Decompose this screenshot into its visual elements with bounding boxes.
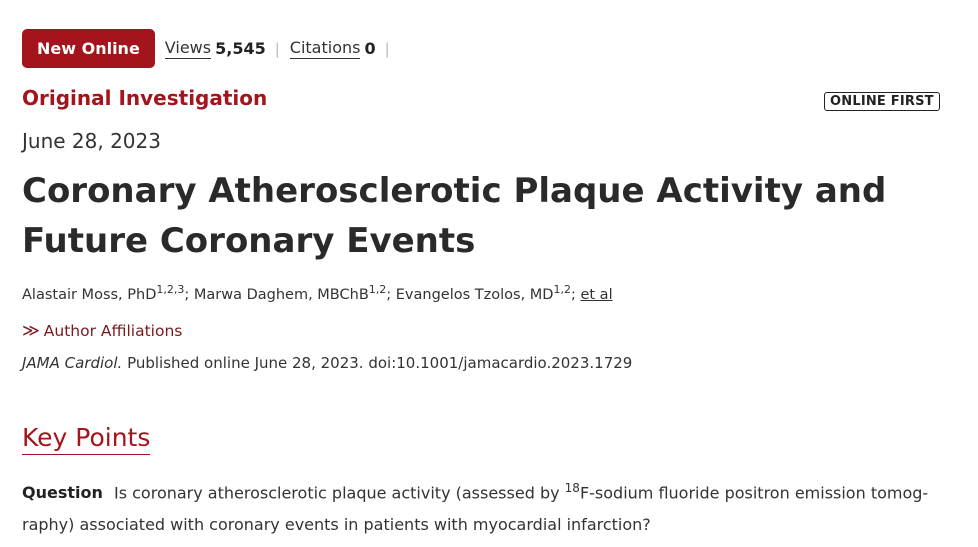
author-name[interactable]: Evangelos Tzolos, MD [395,286,554,303]
online-first-badge: ONLINE FIRST [824,92,940,111]
article-metrics-bar [22,29,390,68]
citation-details: Published online June 28, 2023. doi:10.1001/jamacardio.2023.1729 [122,354,633,372]
views-metric[interactable] [165,38,266,59]
key-points-heading: Key Points [22,423,150,455]
author-name[interactable]: Alastair Moss, PhD [22,286,157,303]
author-affiliations-label[interactable]: Author Affiliations [43,322,183,340]
article-type: Original Investigation [22,86,268,110]
metrics-separator: | [384,39,390,58]
question-text-before: Is coronary atherosclerotic plaque activity (assessed by [113,483,565,503]
question-superscript: 18 [564,481,580,495]
citation-journal: JAMA Cardiol. [22,354,123,372]
article-title: Coronary Atherosclerotic Plaque Activity and Future Coronary Events [22,171,887,261]
author-separator: ; [184,286,194,303]
author-separator: ; [386,286,396,303]
et-al-link[interactable]: et al [580,286,613,303]
author-name[interactable]: Marwa Daghem, MBChB [193,286,369,303]
key-points-question [22,472,932,541]
author-separator: ; [570,286,581,303]
author-affiliation-sup: 1,2 [368,283,387,296]
new-online-badge: New Online [22,29,155,68]
author-list [22,283,613,303]
author-affiliation-sup: 1,2,3 [156,283,185,296]
citations-count: 0 [364,39,376,58]
article-citation [22,354,632,372]
publication-date: June 28, 2023 [22,129,161,153]
chevron-right-icon: ≫ [22,321,40,341]
views-count: 5,545 [215,39,266,58]
question-label: Question [22,483,103,503]
question-text-after: F-sodium fluoride positron emission tomog-raphy) associated with coronary events in patients with myocardial infarction? [22,483,929,535]
author-affiliations-toggle[interactable] [22,321,182,341]
views-label[interactable]: Views [164,38,212,57]
metrics-separator: | [274,39,280,58]
author-affiliation-sup: 1,2 [553,283,571,296]
citations-metric[interactable] [290,38,376,59]
citations-label[interactable]: Citations [289,38,361,57]
